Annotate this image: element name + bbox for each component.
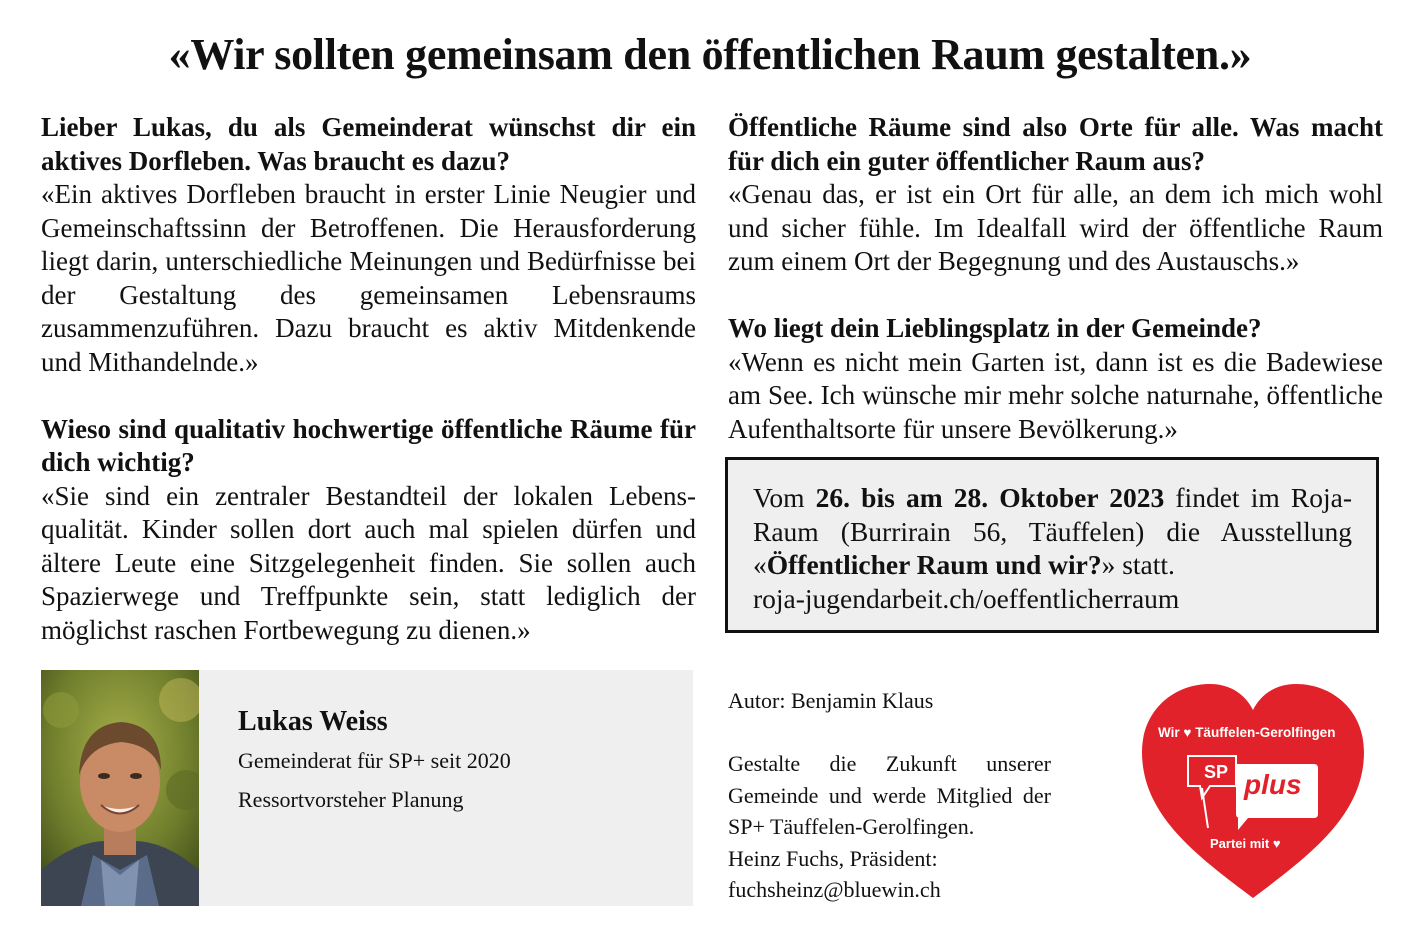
interview-question: Wo liegt dein Lieblingsplatz in der Gemeinde?: [728, 313, 1262, 343]
logo-top-right: Täuffelen-Gerolfingen: [1195, 725, 1336, 740]
logo-top-line: [1158, 725, 1335, 740]
interview-question: Lieber Lukas, du als Gemeinderat wünschst dir ein aktives Dorfleben. Was braucht es dazu?: [41, 112, 696, 176]
left-column: [41, 111, 696, 681]
membership-call-to-action: [728, 748, 1051, 906]
logo-bottom-line: [1210, 836, 1281, 851]
interview-block: [41, 413, 696, 648]
logo-sp: SP: [1204, 762, 1229, 782]
heart-small-icon: ♥: [1183, 725, 1192, 740]
infobox-exhibition-title: Öffentlicher Raum und wir?: [766, 549, 1102, 580]
logo-top-left: Wir: [1158, 725, 1180, 740]
interview-question: Öffentliche Räume sind also Orte für alle. Was macht für dich ein guter öffentlicher Raum aus?: [728, 112, 1383, 176]
heart-small-icon: ♥: [1272, 836, 1281, 851]
page-title: «Wir sollten gemeinsam den öffentlichen Raum gestalten.»: [168, 30, 1252, 79]
interview-block: [728, 312, 1383, 446]
profile-card: [41, 670, 693, 906]
profile-photo: [41, 670, 199, 906]
infobox-text-mid: findet im Roja-Raum (Burrirain 56, Täuffelen) die Ausstellung «: [753, 482, 1352, 580]
interview-answer: «Wenn es nicht mein Garten ist, dann ist es die Badewiese am See. Ich wünsche mir mehr solche naturnahe, öffentliche Aufenthaltsorte für unsere Bevölkerung.»: [728, 346, 1383, 444]
cta-text: Gestalte die Zukunft unserer Gemeinde und werde Mitglied der SP+ Täuffelen-Gerolfingen.: [728, 751, 1051, 839]
exhibition-infobox: [725, 457, 1379, 633]
logo-bottom-text: Partei mit: [1210, 836, 1270, 851]
interview-answer: «Sie sind ein zentraler Bestandteil der lokalen Lebensqualität. Kinder sollen dort auch mal spielen dürfen und ältere Leute eine Sitzgelegenheit finden. Sie sollen auch Spazierwege und Treffpunkte sein, statt lediglich der möglichst raschen Fortbewegung zu dienen.»: [41, 480, 696, 645]
cta-contact-name: Heinz Fuchs, Präsident:: [728, 845, 938, 871]
infobox-text-pre: Vom: [753, 482, 816, 513]
right-column: [728, 111, 1383, 480]
interview-block: [728, 111, 1383, 279]
author-credit: Autor: Benjamin Klaus: [728, 688, 934, 713]
logo-plus: plus: [1244, 769, 1302, 800]
portrait-image: [41, 670, 199, 906]
infobox-text-post: » statt.: [1101, 549, 1175, 580]
profile-role: Gemeinderat für SP+ seit 2020: [238, 748, 511, 773]
infobox-url-link[interactable]: roja-jugendarbeit.ch/oeffentlicherraum: [753, 582, 1180, 614]
interview-question: Wieso sind qualitativ hochwertige öffentliche Räume für dich wichtig?: [41, 413, 696, 477]
infobox-date: 26. bis am 28. Oktober 2023: [815, 482, 1165, 513]
sp-plus-logo: [1136, 680, 1370, 902]
cta-contact-email[interactable]: fuchsheinz@bluewin.ch: [728, 877, 941, 902]
interview-answer: «Ein aktives Dorfleben braucht in erster Linie Neugier und Gemeinschaftssinn der Betroffenen. Die Herausforderung liegt darin, unterschiedliche Meinungen und Bedürfnisse bei der Gestaltung des gemeinsamen Lebensraums zusammenzuführen. Dazu braucht es aktiv Mitdenkende und Mithandelnde.»: [41, 179, 696, 377]
interview-answer: «Genau das, er ist ein Ort für alle, an dem ich mich wohl und sicher fühle. Im Idealfall wird der öffentliche Raum zum einem Ort der Begegnung und des Austauschs.»: [728, 179, 1383, 276]
profile-department: Ressortvorsteher Planung: [238, 787, 464, 812]
profile-name: Lukas Weiss: [238, 706, 388, 737]
interview-block: [41, 111, 696, 379]
